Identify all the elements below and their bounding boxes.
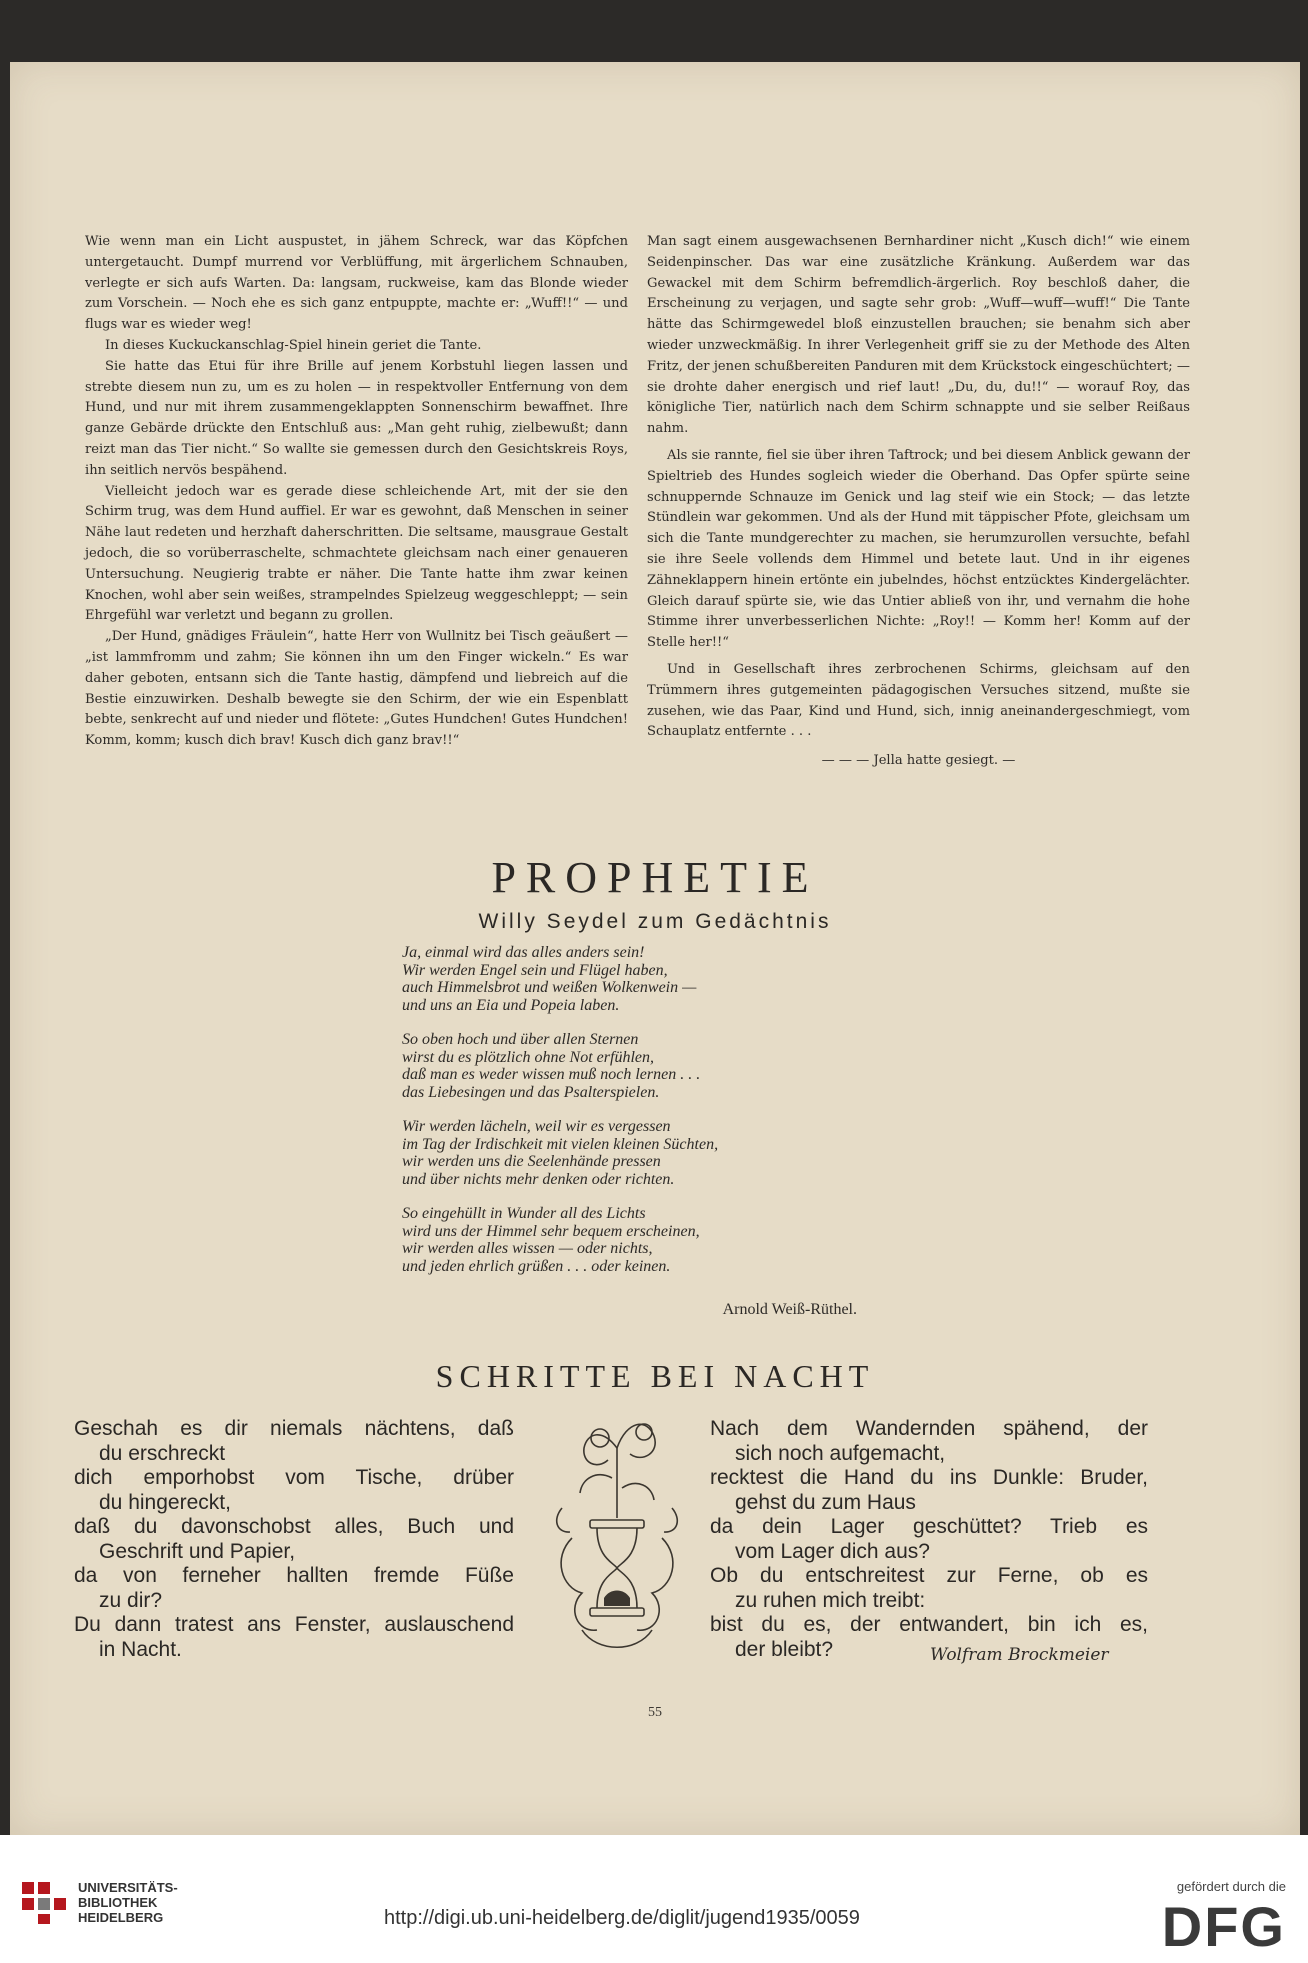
story-paragraph: Sie hatte das Etui für ihre Brille auf jenem Korbstuhl liegen lassen und strebte diesem nun zu, um es zu holen — in respektvoller Entfernung von dem Hund, und nur mit ihrem zusammengeklappten Sonnenschirm bewaffnet. Ihre ganze Gebärde drückte den Entschluß aus: „Man geht ruhig, zielbewußt; dann reizt man das Tier nicht.“ So wallte sie gemessen durch den Gesichtskreis Roys, ihn seitlich nervös bespähend. xyxy=(85,358,628,478)
verse-line: Nach dem Wandernden spähend, der xyxy=(710,1417,1148,1440)
footer-bar xyxy=(0,1835,1308,1963)
poem-stanza xyxy=(402,944,902,1014)
story-paragraph: Vielleicht jedoch war es gerade diese schleichende Art, mit der sie den Schirm trug, was dem Hund auffiel. Er war es gewohnt, daß Menschen in seiner Nähe laut redeten und herzhaft daherschritten. Die seltsame, mausgraue Gestalt jedoch, die so vorüberraschelte, schmachtete gleichsam nach einer genaueren Untersuchung. Neugierig trabte er näher. Die Tante hatte ihm zwar keinen Knochen, wohl aber sein weißes, strampelndes Spielzeug weggeschleppt; — sein Ehrgefühl war verletzt und begann zu grollen. xyxy=(85,483,628,624)
university-library-logo-icon xyxy=(20,1878,70,1926)
verse-line: dich emporhobst vom Tische, drüber xyxy=(74,1466,514,1489)
schritte-title: SCHRITTE BEI NACHT xyxy=(435,1358,875,1394)
verse-line: in Nacht. xyxy=(99,1637,182,1661)
poem-line: das Liebesingen und das Psalterspielen. xyxy=(402,1083,660,1101)
poem-line: Ja, einmal wird das alles anders sein! xyxy=(402,944,645,961)
schritte-poem-right xyxy=(710,1417,1148,1662)
verse-line: da von ferneher hallten fremde Füße xyxy=(74,1564,514,1587)
source-url[interactable]: http://digi.ub.uni-heidelberg.de/diglit/jugend1935/0059 xyxy=(384,1907,860,1929)
hourglass-ornament-icon xyxy=(542,1408,692,1670)
story-paragraph: In dieses Kuckuckanschlag-Spiel hinein geriet die Tante. xyxy=(105,337,482,353)
poem-line: daß man es weder wissen muß noch lernen . . . xyxy=(402,1066,701,1083)
page-number: 55 xyxy=(648,1705,662,1720)
story-paragraph: Als sie rannte, fiel sie über ihren Taftrock; und bei diesem Anblick gewann der Spieltrieb des Hundes sogleich wieder die Oberhand. Das Opfer spürte seine schnuppernde Schnauze im Genick und lag steif wie ein Stock; — das letzte Stündlein war gekommen. Und als der Hund mit täppischer Pfote, gleichsam um sich die Tante mundgerechter zu machen, sie herumzurollen versuchte, befahl sie ihre Seele vollends dem Himmel und betete laut. Und in ihr eigenes Zähneklappern hinein ertönte ein jubelndes, höchst entzücktes Kindergelächter. Gleich darauf spürte sie, wie das Untier abließ von ihr, und vernahm die hohe Stimme ihrer unverbesserlichen Nichte: „Roy!! — Komm her! Komm auf der Stelle her!!“ xyxy=(647,447,1190,651)
verse-line: gehst du zum Haus xyxy=(735,1490,916,1514)
verse-line: da dein Lager geschüttet? Trieb es xyxy=(710,1515,1148,1538)
poem-line: wir werden alles wissen — oder nichts, xyxy=(402,1240,653,1257)
poem-line: Wir werden lächeln, weil wir es vergessen xyxy=(402,1118,671,1135)
verse-line: vom Lager dich aus? xyxy=(735,1539,930,1563)
verse-line: bist du es, der entwandert, bin ich es, xyxy=(710,1613,1148,1636)
story-column-left xyxy=(85,232,628,752)
funder-label: gefördert durch die xyxy=(1176,1879,1286,1894)
verse-line: daß du davonschobst alles, Buch und xyxy=(74,1515,514,1538)
journal-page xyxy=(10,62,1300,1835)
poem-stanza xyxy=(402,1118,902,1188)
poem-line: wird uns der Himmel sehr bequem erscheinen, xyxy=(402,1222,700,1240)
story-paragraph: Wie wenn man ein Licht auspustet, in jähem Schreck, war das Köpfchen untergetaucht. Dumpf murrend vor Verblüffung, mit ärgerlichem Schnauben, verlegte er sich aufs Warten. Da: langsam, ruckweise, kam das Blonde wieder zum Vorschein. — Noch ehe es sich ganz entpuppte, machte er: „Wuff!!“ — und flugs war es wieder weg! xyxy=(85,234,628,333)
poem-line: und uns an Eia und Popeia laben. xyxy=(402,996,620,1014)
prophetie-title: PROPHETIE xyxy=(491,853,819,902)
verse-line: du hingereckt, xyxy=(99,1490,231,1514)
verse-line: Ob du entschreitest zur Ferne, ob es xyxy=(710,1564,1148,1587)
story-paragraph: Man sagt einem ausgewachsenen Bernhardiner nicht „Kusch dich!“ wie einem Seidenpinscher. Das war eine zusätzliche Kränkung. Außerdem war das Gewackel mit dem Schirm befremdlich-ärgerlich. Roy beschloß daher, die Erscheinung zu verjagen, und sagte sehr grob: „Wuff—wuff—wuff!“ Die Tante hätte das Schirmgewedel bloß einzustellen brauchen; sie benahm sich aber wieder unzweckmäßig. In ihrer Verlegenheit griff sie zu der Methode des Alten Fritz, der jenen schußbereiten Panduren mit dem Krückstock eingeschüchtert; — sie drohte daher energisch und rief laut! „Du, du, du!!“ — worauf Roy, das königliche Tier, natürlich nach dem Schirm schnappte und sie selber Reißaus nahm. xyxy=(647,234,1190,437)
story-ending: — — — Jella hatte gesiegt. — xyxy=(821,753,1016,769)
prophetie-poem xyxy=(402,944,902,1292)
poem-line: So eingehüllt in Wunder all des Lichts xyxy=(402,1205,646,1222)
poem-line: So oben hoch und über allen Sternen xyxy=(402,1031,639,1048)
story-paragraph: Und in Gesellschaft ihres zerbrochenen Schirms, gleichsam auf den Trümmern ihres gutgemeinten pädagogischen Versuches sitzend, mußte sie zusehen, wie das Paar, Kind und Hund, sich, innig aneinandergeschmiegt, vom Schauplatz entfernte . . . xyxy=(647,661,1190,740)
story-column-right xyxy=(647,232,1190,772)
dfg-logo: DFG xyxy=(1161,1895,1286,1958)
verse-line: Geschah es dir niemals nächtens, daß xyxy=(74,1417,514,1440)
schritte-poem-left xyxy=(74,1417,514,1662)
poem-stanza xyxy=(402,1031,902,1101)
story-paragraph: „Der Hund, gnädiges Fräulein“, hatte Herr von Wullnitz bei Tisch geäußert — „ist lammfromm und zahm; Sie können ihn um den Finger wickeln.“ Es war daher geboten, entsann sich die Tante hastig, dämpfend und liebreich auf die Bestie einzuwirken. Deshalb bewegte sie den Schirm, der wie ein Espenblatt bebte, senkrecht auf und nieder und flötete: „Gutes Hundchen! Gutes Hundchen! Komm, komm; kusch dich brav! Kusch dich ganz brav!!“ xyxy=(85,629,628,749)
verse-line: du erschreckt xyxy=(99,1441,226,1465)
poem-stanza xyxy=(402,1205,902,1275)
poem-line: auch Himmelsbrot und weißen Wolkenwein — xyxy=(402,979,697,996)
verse-line: zu ruhen mich treibt: xyxy=(735,1588,926,1612)
poem-line: Wir werden Engel sein und Flügel haben, xyxy=(402,961,668,979)
poem-line: und jeden ehrlich grüßen . . . oder keinen. xyxy=(402,1257,671,1275)
poem-line: wirst du es plötzlich ohne Not erfühlen, xyxy=(402,1048,654,1066)
verse-line: Du dann tratest ans Fenster, auslauschend xyxy=(74,1613,514,1636)
verse-line: recktest die Hand du ins Dunkle: Bruder, xyxy=(710,1466,1148,1489)
verse-line: Geschrift und Papier, xyxy=(99,1539,296,1563)
verse-line: zu dir? xyxy=(99,1588,163,1612)
prophetie-subtitle: Willy Seydel zum Gedächtnis xyxy=(478,910,832,933)
verse-line: sich noch aufgemacht, xyxy=(735,1441,946,1465)
schritte-signature: Wolfram Brockmeier xyxy=(930,1645,1109,1665)
poem-line: wir werden uns die Seelenhände pressen xyxy=(402,1153,661,1170)
university-library-name: UNIVERSITÄTS- BIBLIOTHEK HEIDELBERG xyxy=(78,1880,178,1925)
poem-line: im Tag der Irdischkeit mit vielen kleinen Süchten, xyxy=(402,1135,719,1153)
poem-line: und über nichts mehr denken oder richten. xyxy=(402,1170,675,1188)
verse-line: der bleibt? xyxy=(735,1637,834,1661)
prophetie-author: Arnold Weiß-Rüthel. xyxy=(722,1301,857,1318)
